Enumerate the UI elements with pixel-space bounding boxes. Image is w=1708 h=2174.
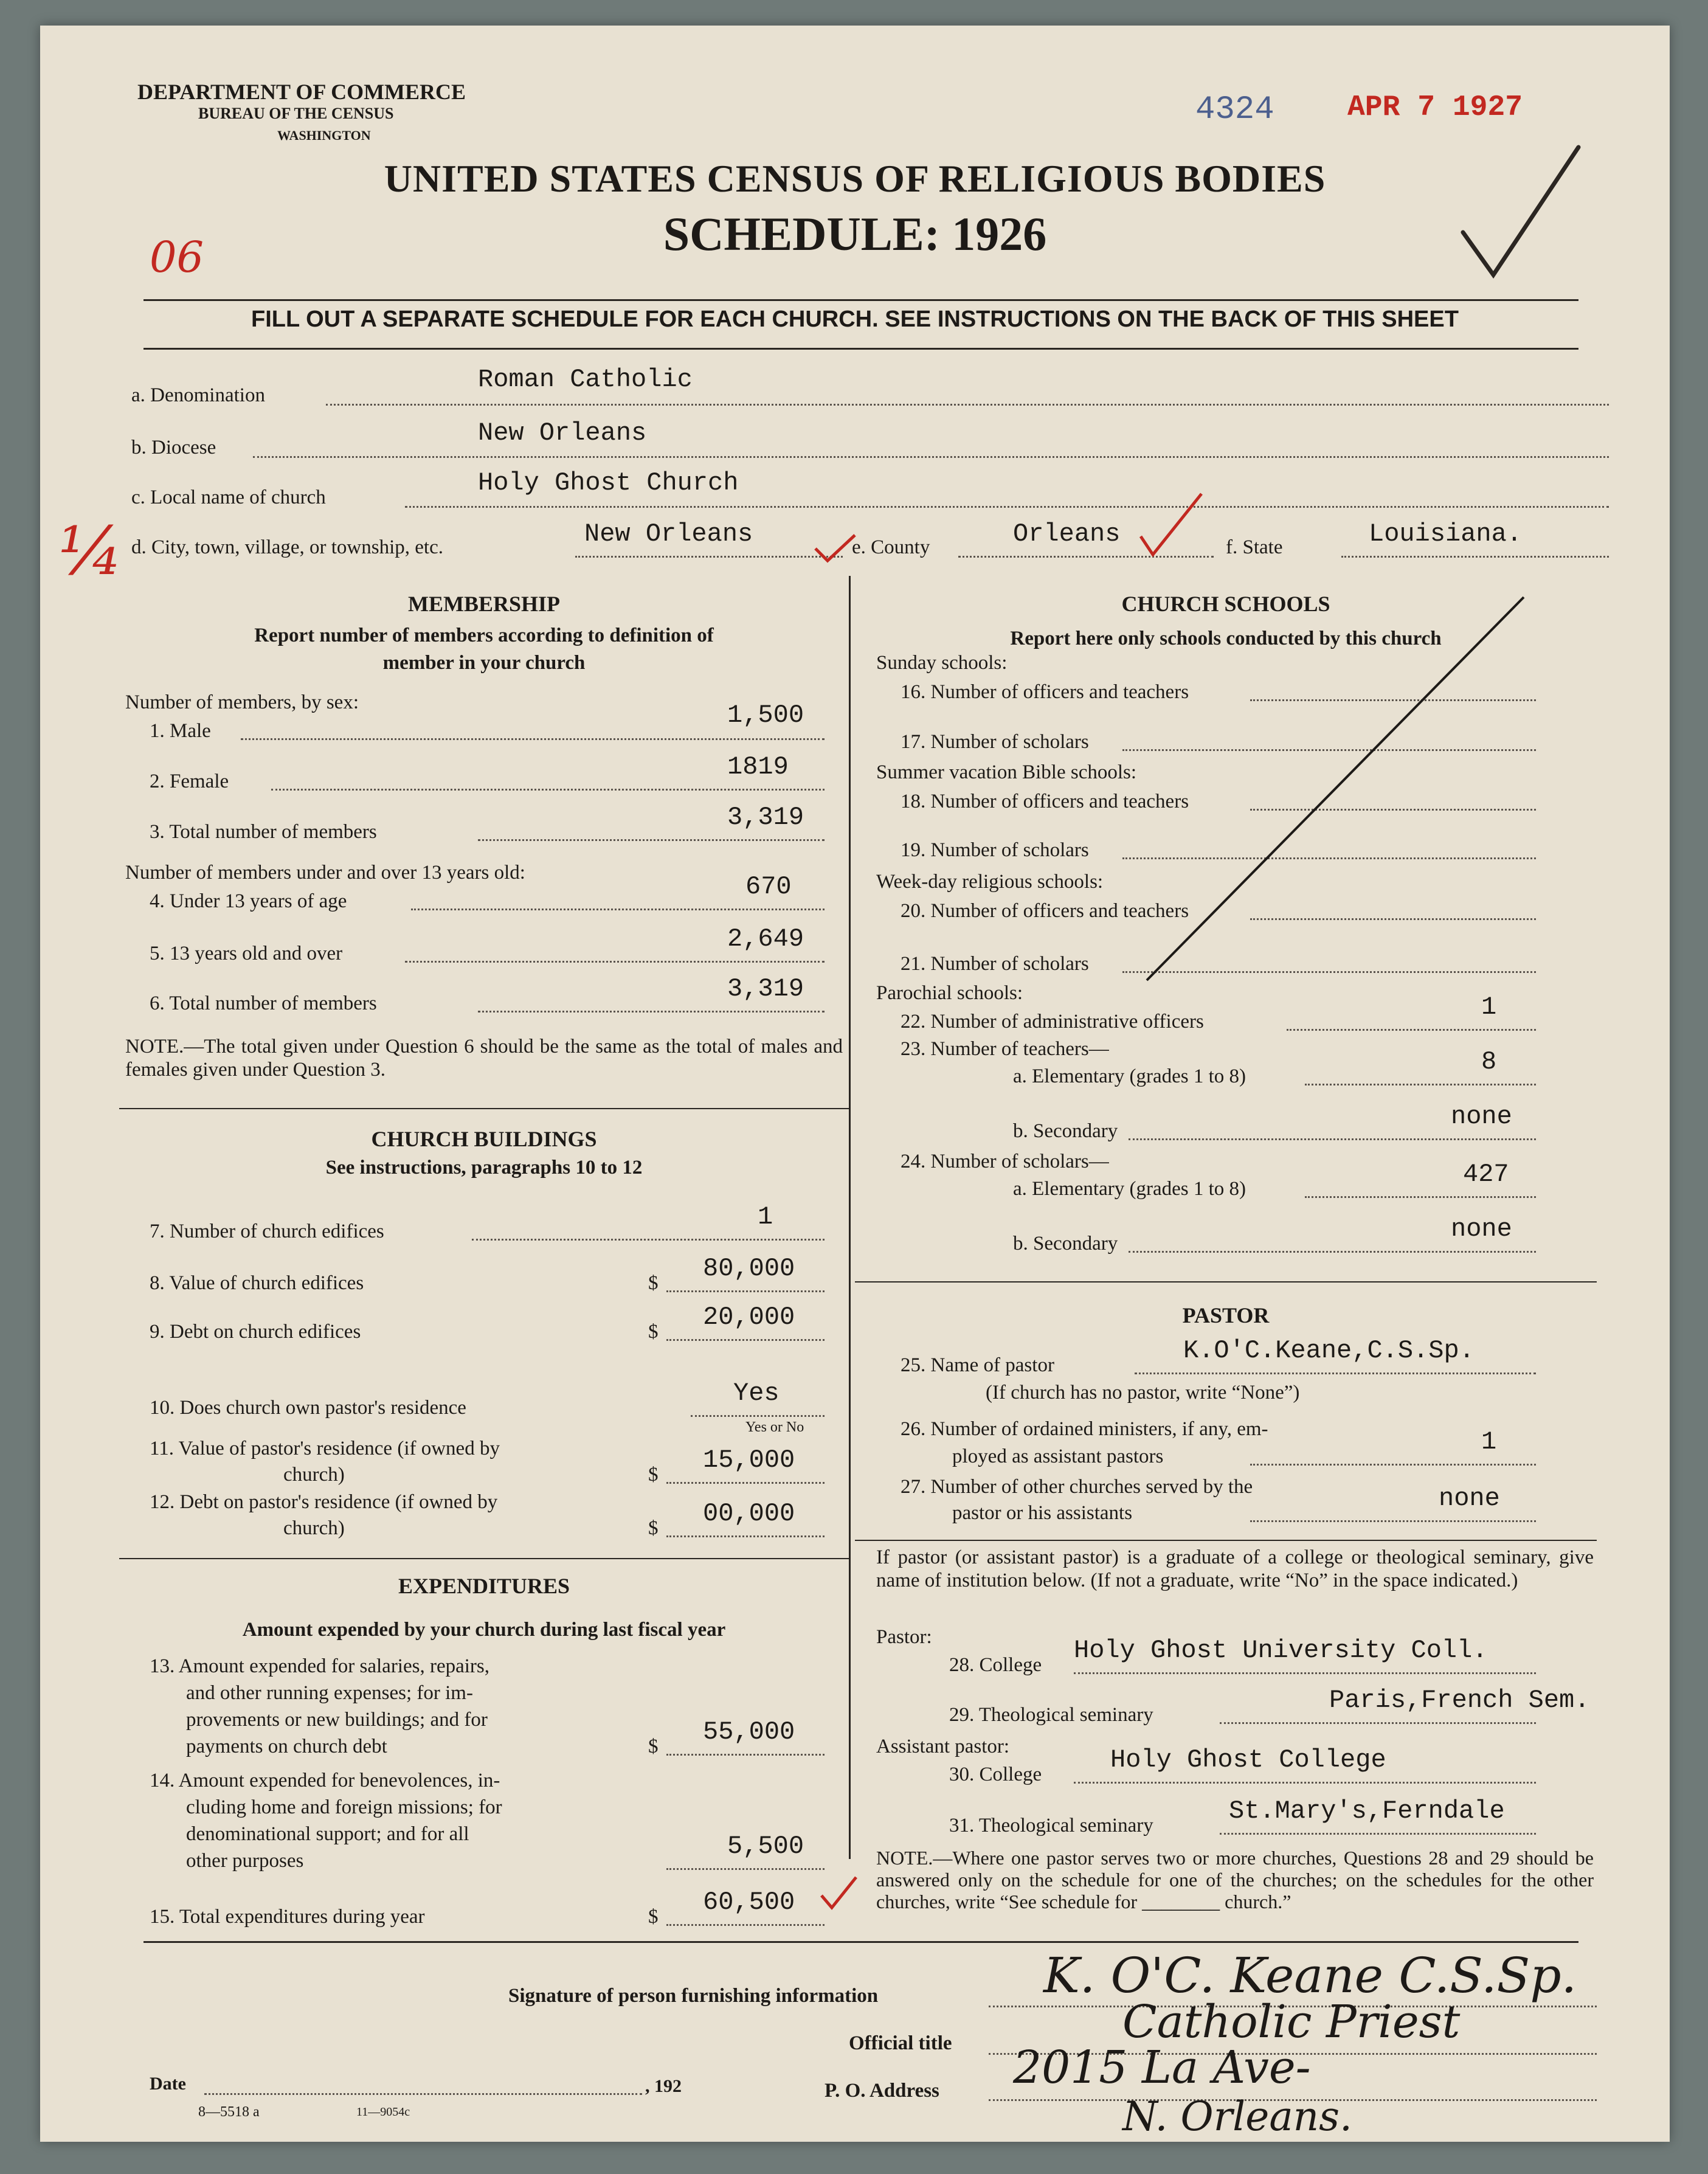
q4-label: 4. Under 13 years of age [150, 890, 347, 912]
q28-college-value[interactable]: Holy Ghost University Coll. [1074, 1636, 1488, 1665]
q13-label: provements or new buildings; and for [186, 1709, 488, 1731]
q3-label: 3. Total number of members [150, 821, 377, 843]
q24-label: 24. Number of scholars— [901, 1151, 1109, 1172]
q12-residence-debt-value[interactable]: 00,000 [703, 1499, 795, 1528]
dollar-sign: $ [648, 1321, 659, 1343]
q13-label: payments on church debt [186, 1736, 387, 1757]
q14-label: other purposes [186, 1850, 304, 1872]
q23-label: 23. Number of teachers— [901, 1038, 1109, 1060]
q24a-label: a. Elementary (grades 1 to 8) [1013, 1178, 1246, 1200]
q11-label: 11. Value of pastor's residence (if owned by [150, 1438, 500, 1459]
official-title-label: Official title [849, 2032, 952, 2054]
margin-red-mark: ¼ [58, 512, 123, 590]
q1-male-value[interactable]: 1,500 [727, 701, 804, 730]
date-label: Date [150, 2074, 186, 2094]
q31-seminary-value[interactable]: St.Mary's,Ferndale [1229, 1796, 1505, 1826]
form-number: 8—5518 a [198, 2104, 260, 2120]
q6-label: 6. Total number of members [150, 992, 377, 1014]
q24b-secondary-scholars-value[interactable]: none [1451, 1214, 1512, 1244]
q26-label: 26. Number of ordained ministers, if any, em- [901, 1418, 1268, 1440]
county-label: e. County [852, 536, 930, 558]
red-check-icon [818, 1874, 861, 1917]
local-name-label: c. Local name of church [131, 486, 326, 508]
graduate-note: If pastor (or assistant pastor) is a graduate of a college or theological seminary, give name of institution below. (If not a graduate, write “No” in the space indicated.) [876, 1546, 1594, 1591]
q5-over13-value[interactable]: 2,649 [727, 924, 804, 954]
q1-label: 1. Male [150, 720, 211, 742]
q4-under13-value[interactable]: 670 [745, 872, 792, 901]
q9-label: 9. Debt on church edifices [150, 1321, 361, 1343]
city-label: WASHINGTON [277, 128, 371, 143]
q14-label: cluding home and foreign missions; for [186, 1796, 502, 1818]
q13-label: and other running expenses; for im- [186, 1682, 473, 1704]
q2-label: 2. Female [150, 770, 229, 792]
q26-label-2: ployed as assistant pastors [952, 1445, 1164, 1467]
red-check-icon [1135, 488, 1208, 561]
signature-value[interactable]: K. O'C. Keane C.S.Sp. [1043, 1947, 1577, 2004]
q18-label: 18. Number of officers and teachers [901, 791, 1189, 812]
q23a-elementary-teachers-value[interactable]: 8 [1481, 1047, 1497, 1076]
print-number: 11—9054c [356, 2105, 410, 2119]
signature-label: Signature of person furnishing information [508, 1985, 879, 2007]
yes-no-hint: Yes or No [745, 1419, 804, 1435]
po-address-value[interactable]: 2015 La Ave- [1013, 2041, 1311, 2094]
census-schedule-sheet [40, 26, 1670, 2142]
q29-label: 29. Theological seminary [949, 1704, 1153, 1726]
q16-label: 16. Number of officers and teachers [901, 681, 1189, 703]
dollar-sign: $ [648, 1272, 659, 1294]
q5-label: 5. 13 years old and over [150, 943, 343, 964]
q3-total-value[interactable]: 3,319 [727, 803, 804, 832]
by-sex-label: Number of members, by sex: [125, 691, 359, 713]
sunday-schools-label: Sunday schools: [876, 652, 1008, 674]
q23b-label: b. Secondary [1013, 1120, 1118, 1142]
margin-mark: 06 [150, 232, 204, 282]
serial-number: 4324 [1195, 91, 1274, 128]
q19-label: 19. Number of scholars [901, 839, 1089, 861]
q25-note: (If church has no pastor, write “None”) [986, 1382, 1300, 1404]
red-check-icon [812, 530, 861, 567]
parochial-schools-label: Parochial schools: [876, 982, 1023, 1004]
q14-label: denominational support; and for all [186, 1823, 469, 1845]
q23a-label: a. Elementary (grades 1 to 8) [1013, 1065, 1246, 1087]
form-title: UNITED STATES CENSUS OF RELIGIOUS BODIES [384, 157, 1326, 200]
q12-label-2: church) [283, 1517, 345, 1539]
q6-total-value[interactable]: 3,319 [727, 974, 804, 1003]
dollar-sign: $ [648, 1736, 659, 1757]
q29-seminary-value[interactable]: Paris,French Sem. [1329, 1686, 1590, 1715]
q17-label: 17. Number of scholars [901, 731, 1089, 753]
q26-assistant-pastors-value[interactable]: 1 [1481, 1427, 1497, 1456]
buildings-subheading: See instructions, paragraphs 10 to 12 [325, 1157, 643, 1179]
q27-label: 27. Number of other churches served by the [901, 1476, 1253, 1498]
schedule-title: SCHEDULE: 1926 [663, 207, 1047, 260]
department-label: DEPARTMENT OF COMMERCE [137, 80, 466, 104]
po-address-label: P. O. Address [825, 2080, 939, 2102]
pastor-label: Pastor: [876, 1626, 932, 1648]
q23b-secondary-teachers-value[interactable]: none [1451, 1102, 1512, 1131]
buildings-heading: CHURCH BUILDINGS [371, 1127, 597, 1151]
diagonal-strike-line [1141, 591, 1530, 986]
received-date-stamp: APR 7 1927 [1347, 91, 1523, 124]
membership-heading: MEMBERSHIP [407, 592, 560, 616]
q13-label: 13. Amount expended for salaries, repairs, [150, 1655, 490, 1677]
q12-label: 12. Debt on pastor's residence (if owned by [150, 1491, 498, 1513]
q14-label: 14. Amount expended for benevolences, in- [150, 1770, 500, 1791]
pastor-heading: PASTOR [1182, 1303, 1270, 1328]
q7-label: 7. Number of church edifices [150, 1220, 384, 1242]
membership-note: NOTE.—The total given under Question 6 should be the same as the total of males and females given under Question 3. [125, 1036, 843, 1081]
pastor-note: NOTE.—Where one pastor serves two or more churches, Questions 28 and 29 should be answered only on the schedule for one of the churches; on the schedules for the other churches, write “See schedule for ________ church.” [876, 1847, 1594, 1913]
denomination-label: a. Denomination [131, 384, 265, 406]
state-label: f. State [1226, 536, 1283, 558]
q9-debt-edifices[interactable]: 20,000 [703, 1303, 795, 1332]
q20-label: 20. Number of officers and teachers [901, 900, 1189, 922]
dollar-sign: $ [648, 1906, 659, 1928]
expenditures-subheading: Amount expended by your church during last fiscal year [242, 1619, 726, 1641]
weekday-schools-label: Week-day religious schools: [876, 871, 1104, 893]
denomination-value[interactable]: Roman Catholic [478, 365, 693, 394]
q11-label-2: church) [283, 1464, 345, 1486]
summer-schools-label: Summer vacation Bible schools: [876, 761, 1137, 783]
po-address-value-2[interactable]: N. Orleans. [1122, 2093, 1353, 2140]
diocese-value[interactable]: New Orleans [478, 418, 647, 448]
q27-label-2: pastor or his assistants [952, 1502, 1133, 1524]
q2-female-value[interactable]: 1819 [727, 752, 789, 781]
q21-label: 21. Number of scholars [901, 953, 1089, 975]
schools-heading: CHURCH SCHOOLS [1121, 592, 1330, 616]
membership-instruction-2: member in your church [382, 652, 586, 674]
official-title-value[interactable]: Catholic Priest [1122, 1996, 1461, 2048]
q15-label: 15. Total expenditures during year [150, 1906, 425, 1928]
q24a-elementary-scholars-value[interactable]: 427 [1463, 1160, 1509, 1189]
q13-running-expenses-value[interactable]: 55,000 [703, 1717, 795, 1746]
assistant-pastor-label: Assistant pastor: [876, 1736, 1010, 1757]
age-heading: Number of members under and over 13 years old: [125, 862, 525, 884]
q31-label: 31. Theological seminary [949, 1815, 1153, 1836]
instruction-line: FILL OUT A SEPARATE SCHEDULE FOR EACH CHURCH. SEE INSTRUCTIONS ON THE BACK OF THIS SHEET [251, 306, 1459, 332]
q8-value-edifices[interactable]: 80,000 [703, 1254, 795, 1283]
q30-label: 30. College [949, 1764, 1042, 1785]
local-name-value[interactable]: Holy Ghost Church [478, 468, 739, 497]
q14-benevolences-value[interactable]: 5,500 [727, 1832, 804, 1861]
county-value[interactable]: Orleans [1013, 519, 1121, 549]
q10-owns-residence-value[interactable]: Yes [733, 1379, 780, 1408]
q22-label: 22. Number of administrative officers [901, 1011, 1204, 1033]
q11-residence-value[interactable]: 15,000 [703, 1445, 795, 1475]
q15-total-expenditures-value[interactable]: 60,500 [703, 1888, 795, 1917]
expenditures-heading: EXPENDITURES [398, 1574, 570, 1598]
q24b-label: b. Secondary [1013, 1233, 1118, 1255]
city-field-label: d. City, town, village, or township, etc. [131, 536, 443, 558]
date-year: , 192 [645, 2076, 682, 2096]
q7-edifices-value[interactable]: 1 [758, 1202, 773, 1231]
bureau-label: BUREAU OF THE CENSUS [198, 105, 394, 122]
membership-instruction: Report number of members according to definition of [254, 625, 714, 646]
dollar-sign: $ [648, 1464, 659, 1486]
city-value[interactable]: New Orleans [584, 519, 753, 549]
q22-admin-officers-value[interactable]: 1 [1481, 992, 1497, 1022]
diocese-label: b. Diocese [131, 437, 216, 459]
state-value[interactable]: Louisiana. [1369, 519, 1523, 549]
schools-instruction: Report here only schools conducted by this church [1010, 628, 1442, 649]
q25-pastor-name-value[interactable]: K.O'C.Keane,C.S.Sp. [1183, 1336, 1475, 1365]
dollar-sign: $ [648, 1517, 659, 1539]
q27-other-churches-value[interactable]: none [1439, 1484, 1500, 1513]
q25-label: 25. Name of pastor [901, 1354, 1054, 1376]
q30-college-value[interactable]: Holy Ghost College [1110, 1745, 1386, 1774]
q8-label: 8. Value of church edifices [150, 1272, 364, 1294]
q28-label: 28. College [949, 1654, 1042, 1676]
q10-label: 10. Does church own pastor's residence [150, 1397, 466, 1419]
